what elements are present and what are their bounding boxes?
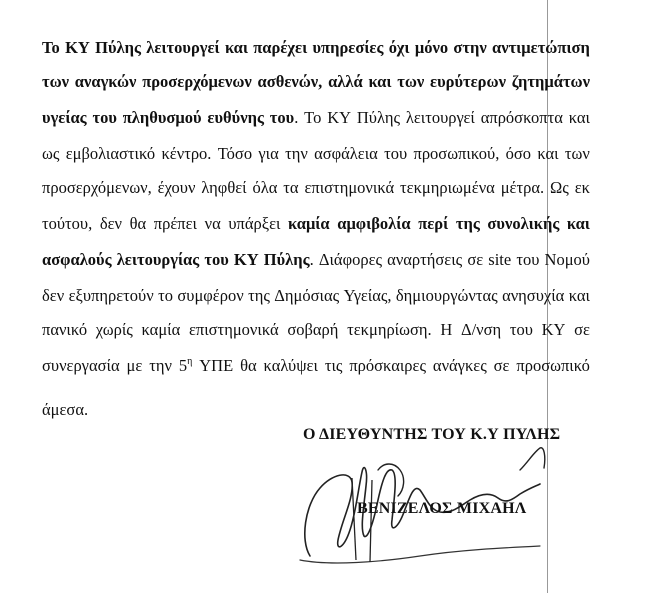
word: υπηρεσίες xyxy=(312,38,384,57)
word: ληφθεί xyxy=(201,178,247,197)
word: Πύλης xyxy=(356,108,400,127)
word: Νομού xyxy=(544,250,590,269)
word: site xyxy=(488,250,512,269)
word: όλα xyxy=(252,178,278,197)
word: πανικό xyxy=(42,320,88,339)
word: του xyxy=(92,108,117,127)
word: πληθυσμού xyxy=(122,108,202,127)
word: τις xyxy=(324,356,343,375)
word: σε xyxy=(574,320,590,339)
word: όσο xyxy=(505,144,532,163)
word: μέτρα. xyxy=(500,178,545,197)
word: προσωπικού, xyxy=(413,144,500,163)
word: να xyxy=(204,214,221,233)
word: δημιουργώντας xyxy=(395,286,498,305)
word: τεκμηριωμένα xyxy=(400,178,495,197)
word: αμφιβολία xyxy=(337,214,411,233)
word: των xyxy=(397,72,425,91)
word: χωρίς xyxy=(95,320,133,339)
word: περί xyxy=(418,214,449,233)
word: ανησυχία xyxy=(502,286,565,305)
word: τεκμηρίωση. xyxy=(347,320,432,339)
word: αντιμετώπιση xyxy=(492,38,590,57)
word: καμία xyxy=(288,214,330,233)
word: λειτουργεί xyxy=(405,108,475,127)
text-line xyxy=(42,178,590,198)
word: την xyxy=(285,144,308,163)
word: υπάρξει xyxy=(228,214,281,233)
word: του xyxy=(204,250,229,269)
word: Υγείας, xyxy=(343,286,392,305)
word: ασθενών, xyxy=(257,72,323,91)
word: των xyxy=(564,144,590,163)
word: μόνο xyxy=(414,38,449,57)
word: αναρτήσεις xyxy=(387,250,463,269)
word: ευθύνης xyxy=(207,108,264,127)
word: παρέχει xyxy=(253,38,308,57)
word: ΚΥ xyxy=(327,108,352,127)
word: ΥΠΕ xyxy=(199,356,234,375)
word: δεν xyxy=(42,286,65,305)
word: θα xyxy=(129,214,147,233)
word: απρόσκοπτα xyxy=(480,108,563,127)
word: Δ/νση xyxy=(460,320,502,339)
word: $5^\eta$ xyxy=(178,356,193,375)
word: της xyxy=(455,214,480,233)
text-line xyxy=(42,250,590,270)
word: αναγκών xyxy=(74,72,137,91)
word: και xyxy=(568,286,590,305)
word: ασφαλούς xyxy=(42,250,112,269)
word: εξυπηρετούν xyxy=(68,286,154,305)
signature-name: ΒΕΝΙΖΕΛΟΣ ΜΙΧΑΗΛ xyxy=(357,500,527,517)
word: επιστημονικά xyxy=(304,178,395,197)
word: υγείας xyxy=(42,108,87,127)
text-line xyxy=(42,320,590,340)
word: του xyxy=(384,144,408,163)
word: τα xyxy=(283,178,299,197)
word: Πύλης. xyxy=(263,250,314,269)
word: συνολικής xyxy=(487,214,560,233)
word: και xyxy=(224,38,248,57)
text-line xyxy=(42,356,590,376)
word: λειτουργίας xyxy=(116,250,200,269)
word: των xyxy=(42,72,70,91)
word: ανάγκες xyxy=(432,356,487,375)
text-run: άμεσα. xyxy=(42,400,89,419)
word: έχουν xyxy=(157,178,196,197)
word: Ως xyxy=(550,178,569,197)
word: Η xyxy=(440,320,453,339)
text-line xyxy=(42,214,590,234)
word: το xyxy=(158,286,173,305)
word: σε xyxy=(493,356,510,375)
word: εμβολιαστικό xyxy=(65,144,156,163)
word: ασφάλεια xyxy=(314,144,378,163)
text-line xyxy=(42,286,590,306)
word: κέντρο. xyxy=(161,144,212,163)
word: στην xyxy=(453,38,487,57)
word: θα xyxy=(240,356,257,375)
word: πρέπει xyxy=(153,214,197,233)
word: Το xyxy=(304,108,322,127)
word: καλύψει xyxy=(263,356,318,375)
word: ΚΥ xyxy=(233,250,259,269)
word: προσερχόμενων, xyxy=(42,178,152,197)
word: συμφέρον xyxy=(177,286,244,305)
word: της xyxy=(248,286,270,305)
word: ως xyxy=(42,144,60,163)
word: δεν xyxy=(99,214,123,233)
text-line xyxy=(42,38,590,58)
word: αλλά xyxy=(328,72,363,91)
word: Το xyxy=(42,38,60,57)
word: προσωπικό xyxy=(516,356,590,375)
word: προσερχόμενων xyxy=(142,72,252,91)
word: του xyxy=(509,320,533,339)
word: την xyxy=(149,356,172,375)
word: ευρύτερων xyxy=(430,72,506,91)
word: του xyxy=(516,250,540,269)
signature-title: Ο ΔΙΕΥΘΥΝΤΗΣ ΤΟΥ Κ.Υ ΠΥΛΗΣ xyxy=(303,426,561,443)
word: ΚΥ xyxy=(65,38,90,57)
text-line xyxy=(42,72,590,92)
word: σε xyxy=(467,250,484,269)
word: σοβαρή xyxy=(287,320,339,339)
word: του. xyxy=(269,108,299,127)
word: Δημόσιας xyxy=(274,286,340,305)
word: για xyxy=(258,144,279,163)
word: εκ xyxy=(574,178,590,197)
word: και xyxy=(368,72,392,91)
word: Τόσο xyxy=(217,144,253,163)
word: και xyxy=(566,214,590,233)
word: και xyxy=(568,108,590,127)
word: καμία xyxy=(141,320,181,339)
word: τούτου, xyxy=(42,214,93,233)
word: συνεργασία xyxy=(42,356,120,375)
text-line xyxy=(42,400,590,420)
word: Πύλης xyxy=(95,38,141,57)
word: όχι xyxy=(388,38,410,57)
word: και xyxy=(537,144,559,163)
text-line xyxy=(42,108,590,128)
word: πρόσκαιρες xyxy=(349,356,427,375)
word: ζητημάτων xyxy=(511,72,590,91)
word: λειτουργεί xyxy=(146,38,220,57)
text-line xyxy=(42,144,590,164)
word: επιστημονικά xyxy=(188,320,279,339)
word: με xyxy=(126,356,143,375)
word: ΚΥ xyxy=(541,320,566,339)
word: Διάφορες xyxy=(318,250,383,269)
